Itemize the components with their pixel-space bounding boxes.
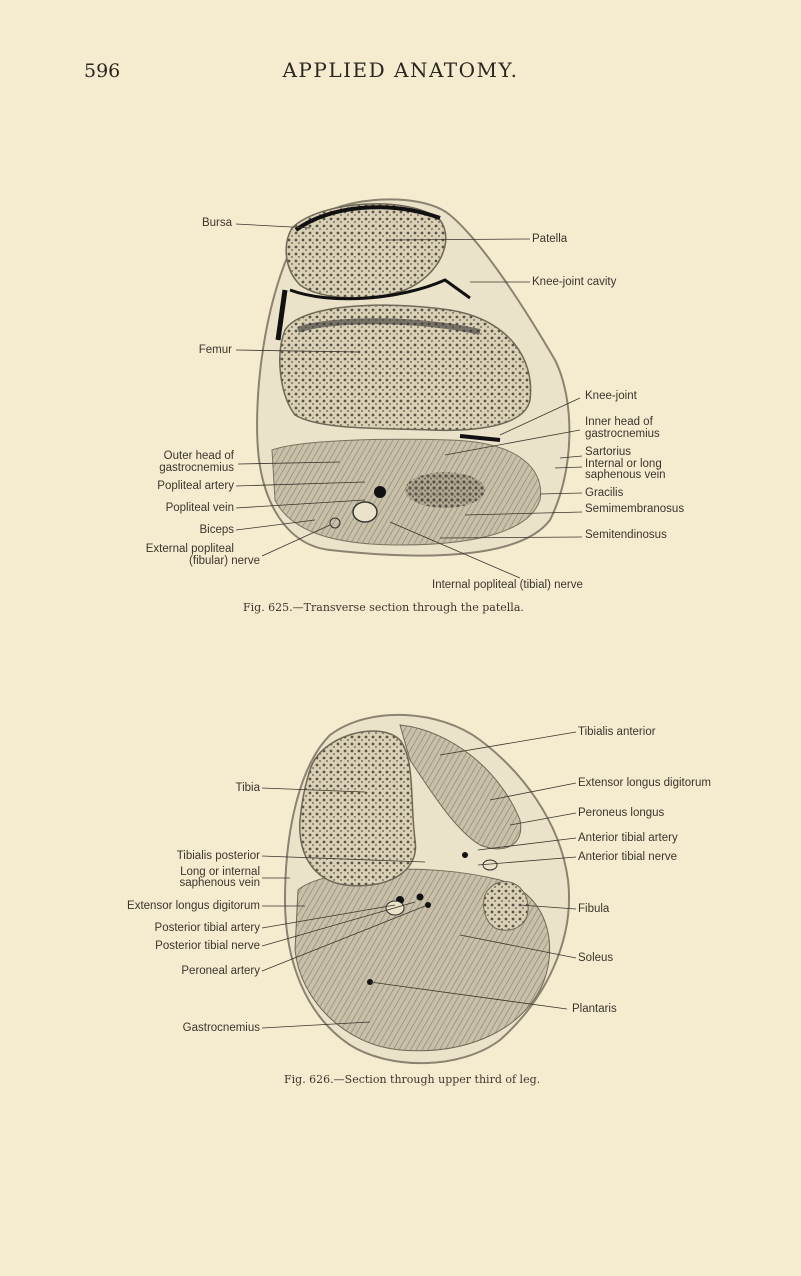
label-anterior-tibial-nerve: Anterior tibial nerve bbox=[578, 851, 678, 863]
label-knee-joint-cavity: Knee-joint cavity bbox=[532, 276, 617, 288]
label-internal-popliteal: Internal popliteal (tibial) nerve bbox=[432, 579, 583, 591]
label-extensor-longus-digitorum-left: Extensor longus digitorum bbox=[127, 900, 260, 912]
label-long-saphenous-2: saphenous vein bbox=[585, 469, 666, 481]
label-patella: Patella bbox=[532, 233, 568, 245]
figure-626-caption: Fig. 626.—Section through upper third of leg. bbox=[284, 1073, 541, 1086]
label-biceps: Biceps bbox=[199, 524, 234, 536]
page-title: APPLIED ANATOMY. bbox=[282, 58, 519, 82]
label-posterior-tibial-artery: Posterior tibial artery bbox=[154, 922, 260, 934]
label-tibia: Tibia bbox=[235, 782, 260, 794]
page-number: 596 bbox=[84, 60, 121, 82]
label-popliteal-vein: Popliteal vein bbox=[165, 502, 234, 514]
label-femur: Femur bbox=[198, 344, 232, 356]
label-long-saphenous-1: Internal or long bbox=[585, 458, 662, 470]
label-soleus: Soleus bbox=[578, 952, 614, 964]
label-knee-joint: Knee-joint bbox=[585, 390, 637, 402]
label-long-saphenous-2: saphenous vein bbox=[179, 877, 260, 889]
label-semimembranosus: Semimembranosus bbox=[585, 503, 685, 515]
label-inner-head-gastrocnemius-2: gastrocnemius bbox=[585, 428, 660, 440]
label-external-popliteal-1: External popliteal bbox=[145, 543, 234, 555]
figure-625-caption: Fig. 625.—Transverse section through the patella. bbox=[243, 601, 524, 614]
label-tibialis-posterior: Tibialis posterior bbox=[176, 850, 260, 862]
label-gracilis: Gracilis bbox=[585, 487, 624, 499]
label-peroneal-artery: Peroneal artery bbox=[181, 965, 260, 977]
label-tibialis-anterior: Tibialis anterior bbox=[578, 726, 656, 738]
label-posterior-tibial-nerve: Posterior tibial nerve bbox=[155, 940, 260, 952]
label-semitendinosus: Semitendinosus bbox=[585, 529, 667, 541]
label-long-saphenous-1: Long or internal bbox=[180, 866, 260, 878]
label-outer-head-gastrocnemius-1: Outer head of bbox=[163, 450, 234, 462]
label-extensor-longus-digitorum-right: Extensor longus digitorum bbox=[578, 777, 711, 789]
label-external-popliteal-2: (fibular) nerve bbox=[189, 555, 260, 567]
label-anterior-tibial-artery: Anterior tibial artery bbox=[578, 832, 678, 844]
label-inner-head-gastrocnemius-1: Inner head of bbox=[585, 416, 653, 428]
label-plantaris: Plantaris bbox=[572, 1003, 617, 1015]
label-bursa: Bursa bbox=[201, 217, 232, 229]
label-sartorius: Sartorius bbox=[585, 446, 632, 458]
label-outer-head-gastrocnemius-2: gastrocnemius bbox=[159, 462, 234, 474]
label-gastrocnemius: Gastrocnemius bbox=[182, 1022, 260, 1034]
label-popliteal-artery: Popliteal artery bbox=[157, 480, 234, 492]
label-fibula: Fibula bbox=[578, 903, 610, 915]
label-peroneus-longus: Peroneus longus bbox=[578, 807, 665, 819]
